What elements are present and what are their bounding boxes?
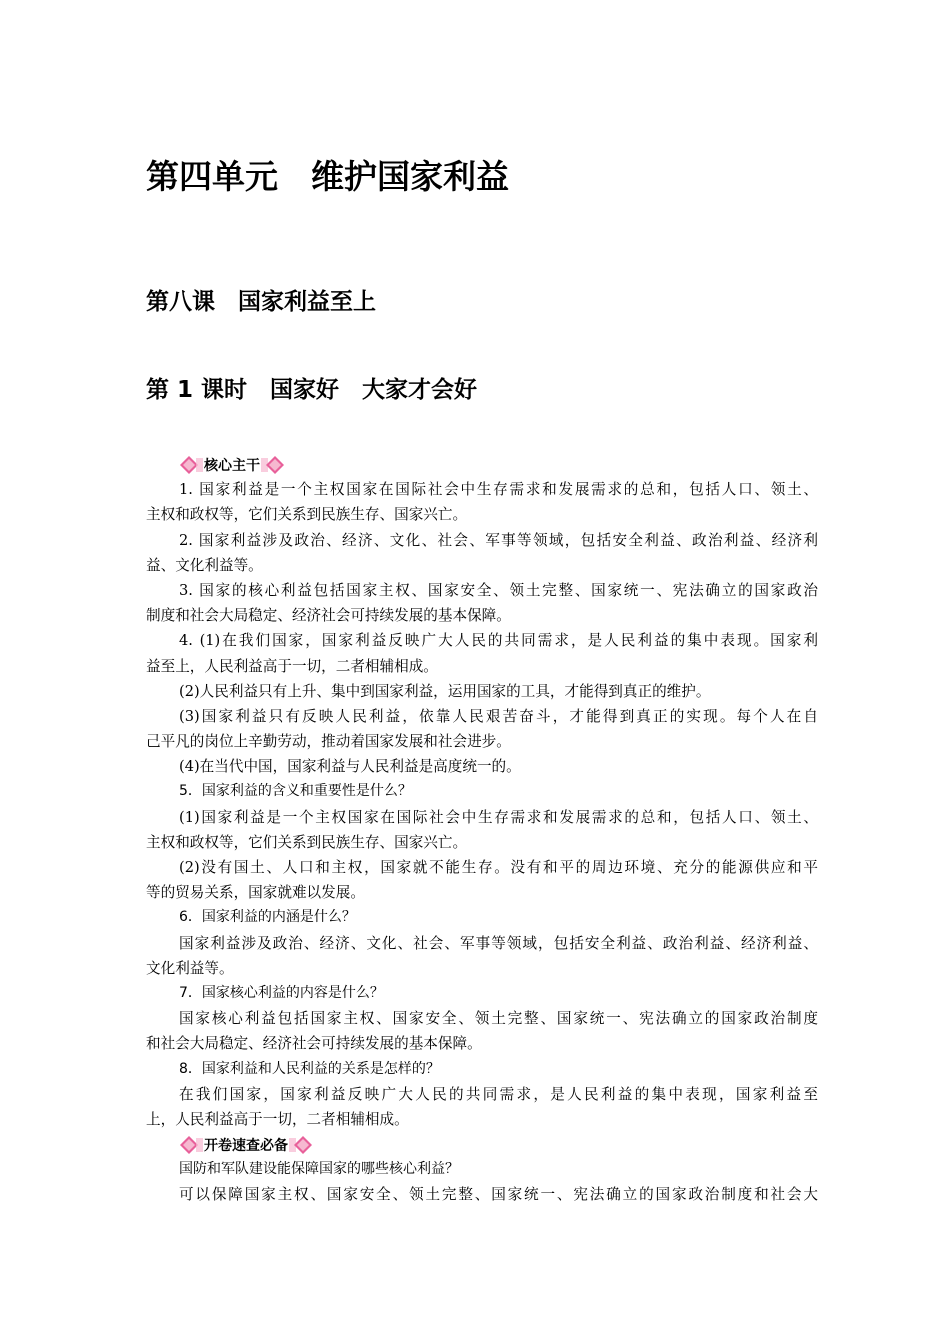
section-banner-core (146, 452, 818, 477)
text-line: 等的贸易关系，国家就难以发展。 (146, 884, 365, 902)
text-line: (2)人民利益只有上升、集中到国家利益，运用国家的工具，才能得到真正的维护。 (179, 682, 711, 700)
text-line: (3)国家利益只有反映人民利益，依靠人民艰苦奋斗，才能得到真正的实现。每个人在自 (179, 707, 818, 725)
text-line: 和社会大局稳定、经济社会可持续发展的基本保障。 (146, 1035, 482, 1053)
text-line: 1. 国家利益是一个主权国家在国际社会中生存需求和发展需求的总和，包括人口、领土、 (179, 481, 818, 499)
document-body (146, 452, 818, 1208)
section-label: 核心主干 (204, 457, 260, 474)
text-line: 上，人民利益高于一切，二者相辅相成。 (146, 1110, 409, 1128)
text-line: 益至上，人民利益高于一切，二者相辅相成。 (146, 657, 438, 675)
text-line: 文化利益等。 (146, 959, 234, 977)
section-label: 开卷速查必备 (204, 1137, 288, 1154)
lesson-title: 第八课 国家利益至上 (146, 289, 376, 315)
question-line: 国防和军队建设能保障国家的哪些核心利益？ (179, 1161, 459, 1178)
period-title: 第 1 课时 国家好 大家才会好 (146, 377, 478, 403)
text-line: (1)国家利益是一个主权国家在国际社会中生存需求和发展需求的总和，包括人口、领土、 (179, 808, 818, 826)
text-line: 主权和政权等，它们关系到民族生存、国家兴亡。 (146, 506, 468, 524)
text-line: 国家核心利益包括国家主权、国家安全、领土完整、国家统一、宪法确立的国家政治制度 (179, 1010, 818, 1028)
text-line: 3. 国家的核心利益包括国家主权、国家安全、领土完整、国家统一、宪法确立的国家政治 (179, 581, 818, 599)
text-line: (2)没有国土、人口和主权，国家就不能生存。没有和平的周边环境、充分的能源供应和平 (179, 859, 818, 876)
question-line: 6．国家利益的内涵是什么？ (179, 909, 356, 926)
text-line: 制度和社会大局稳定、经济社会可持续发展的基本保障。 (146, 607, 511, 625)
text-line: 己平凡的岗位上辛勤劳动，推动着国家发展和社会进步。 (146, 733, 511, 751)
section-banner-quick (146, 1132, 818, 1157)
diamond-decoration-icon (179, 1135, 203, 1155)
question-line: 7．国家核心利益的内容是什么？ (179, 984, 384, 1001)
text-line: 主权和政权等，它们关系到民族生存、国家兴亡。 (146, 833, 468, 851)
text-line: (4)在当代中国，国家利益与人民利益是高度统一的。 (179, 758, 521, 776)
question-line: 5．国家利益的含义和重要性是什么？ (179, 783, 412, 800)
text-line: 国家利益涉及政治、经济、文化、社会、军事等领域，包括安全利益、政治利益、经济利益、 (179, 934, 818, 952)
text-line: 2. 国家利益涉及政治、经济、文化、社会、军事等领域，包括安全利益、政治利益、经济利 (179, 531, 818, 549)
diamond-decoration-icon (261, 455, 285, 475)
question-line: 8．国家利益和人民利益的关系是怎样的？ (179, 1060, 440, 1077)
text-line: 益、文化利益等。 (146, 556, 263, 574)
diamond-decoration-icon (289, 1135, 313, 1155)
unit-title: 第四单元 维护国家利益 (146, 157, 509, 196)
diamond-decoration-icon (179, 455, 203, 475)
text-line: 可以保障国家主权、国家安全、领土完整、国家统一、宪法确立的国家政治制度和社会大 (179, 1186, 818, 1204)
text-line: 4. (1)在我们国家，国家利益反映广大人民的共同需求，是人民利益的集中表现。国家利 (179, 632, 818, 650)
text-line: 在我们国家，国家利益反映广大人民的共同需求，是人民利益的集中表现，国家利益至 (179, 1085, 818, 1103)
